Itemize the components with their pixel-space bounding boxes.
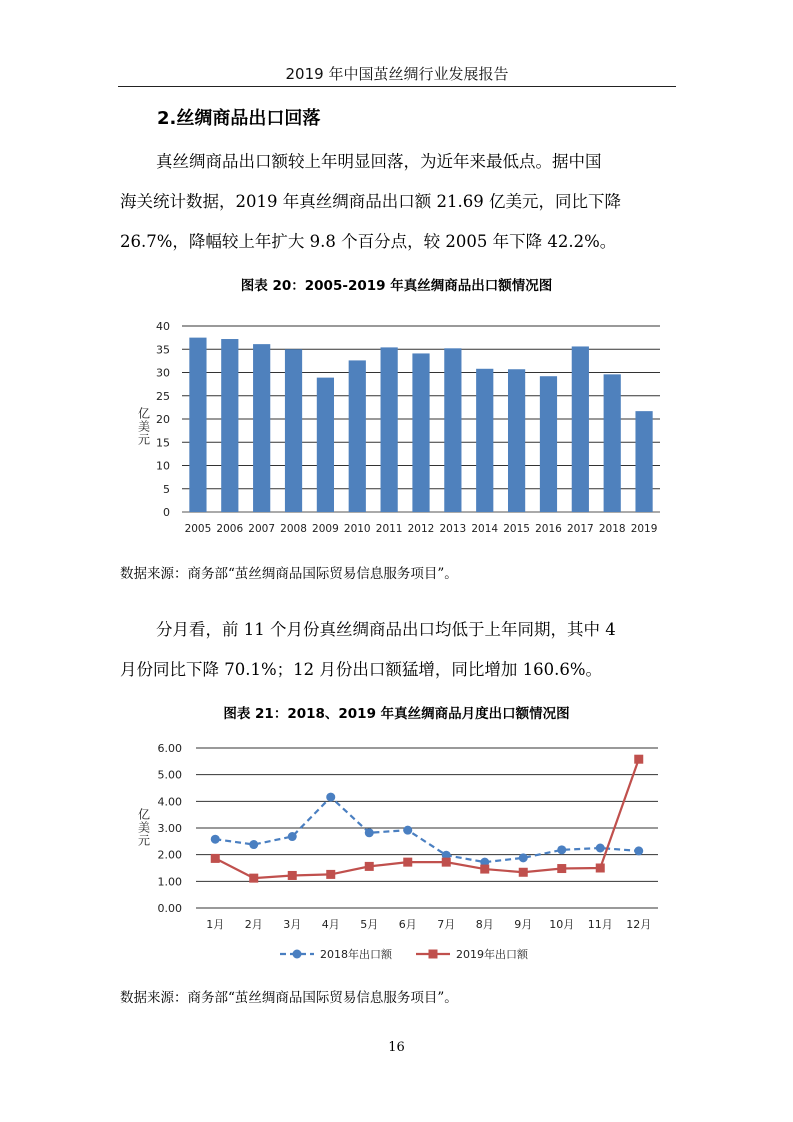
bar [221,339,238,512]
bar [476,369,493,512]
legend-label: 2018年出口额 [320,948,392,961]
bar [540,376,557,512]
y-axis-label: 元 [137,833,151,848]
data-point [403,858,412,867]
x-tick-label: 2005 [184,523,212,535]
y-tick-label: 25 [156,389,170,403]
bar [381,347,398,512]
x-tick-label: 2010 [343,523,371,535]
header-rule [118,86,676,87]
data-point [211,854,220,863]
x-tick-label: 2017 [566,523,594,535]
y-tick-label: 5 [163,482,170,496]
y-tick-label: 6.00 [157,742,182,755]
data-point [249,840,258,849]
x-tick-label: 2012 [407,523,435,535]
data-point [326,870,335,879]
data-point [519,868,528,877]
y-tick-label: 5.00 [157,768,182,782]
x-tick-label: 2009 [312,523,339,535]
data-point [596,864,605,873]
page-number: 16 [388,1040,405,1055]
bar [604,374,621,512]
x-tick-label: 2011 [375,523,403,535]
x-tick-label: 2019 [630,523,658,535]
bar [508,369,525,512]
x-tick-label: 2008 [280,523,307,535]
data-point [365,828,374,837]
paragraph-line: 月份同比下降 70.1%；12 月份出口额猛增，同比增加 160.6%。 [120,660,603,679]
data-point [519,853,528,862]
x-tick-label: 2016 [535,523,562,535]
y-tick-label: 20 [156,413,170,426]
x-tick-label: 5月 [360,918,379,931]
y-axis-label: 亿 [137,406,151,421]
bar [349,360,366,512]
y-tick-label: 4.00 [157,795,182,809]
data-point [288,832,297,841]
bar [572,346,589,512]
data-point [326,793,335,802]
data-point [288,871,297,880]
data-point [634,755,643,764]
data-point [480,865,489,874]
bar [253,344,270,512]
data-point [403,826,412,835]
x-tick-label: 2018 [598,523,626,535]
x-tick-label: 6月 [398,918,417,931]
bar [635,411,652,512]
x-tick-label: 2006 [216,523,244,535]
data-point [596,844,605,853]
series-line [215,759,639,878]
x-tick-label: 2015 [503,523,530,535]
x-tick-label: 9月 [514,918,533,931]
section-title: 2.丝绸商品出口回落 [157,108,321,129]
data-point [365,862,374,871]
y-tick-label: 2.00 [157,848,182,862]
figure-caption: 图表 20：2005-2019 年真丝绸商品出口额情况图 [240,278,553,294]
paragraph-line: 分月看，前 11 个月份真丝绸商品出口均低于上年同期，其中 4 [156,620,616,639]
paragraph-line: 真丝绸商品出口额较上年明显回落，为近年来最低点。据中国 [156,152,602,171]
data-point [557,845,566,854]
x-tick-label: 10月 [549,918,575,931]
bar [285,349,302,512]
y-tick-label: 0.00 [157,902,182,915]
x-tick-label: 1月 [206,918,225,931]
bar [317,378,334,512]
annual-export-bar-chart [130,312,670,544]
bar [444,348,461,512]
x-tick-label: 2007 [248,523,276,535]
x-tick-label: 3月 [283,918,302,931]
x-tick-label: 12月 [626,918,652,931]
data-point [442,858,451,867]
series-line [215,797,639,862]
y-tick-label: 1.00 [157,875,182,889]
y-axis-label: 元 [137,432,151,447]
x-tick-label: 4月 [321,918,340,931]
x-tick-label: 2月 [244,918,263,931]
data-point [634,846,643,855]
y-tick-label: 10 [156,459,170,473]
y-axis-label: 美 [137,419,151,434]
x-tick-label: 2013 [439,523,467,535]
x-tick-label: 11月 [587,918,613,931]
x-tick-label: 7月 [437,918,456,931]
y-axis-label: 美 [137,820,151,835]
legend-marker [429,950,438,959]
monthly-export-line-chart [130,738,670,970]
y-tick-label: 35 [156,343,170,357]
x-tick-label: 8月 [475,918,494,931]
y-tick-label: 30 [156,366,170,380]
bar [412,353,429,512]
data-source-note: 数据来源：商务部“茧丝绸商品国际贸易信息服务项目”。 [120,566,458,582]
data-point [557,864,566,873]
y-tick-label: 15 [156,436,170,450]
y-tick-label: 40 [156,320,170,333]
y-tick-label: 3.00 [157,822,182,835]
legend-label: 2019年出口额 [456,948,528,961]
y-axis-label: 亿 [137,807,151,822]
y-tick-label: 0 [163,506,170,519]
data-point [211,835,220,844]
figure-caption: 图表 21：2018、2019 年真丝绸商品月度出口额情况图 [223,706,570,722]
x-tick-label: 2014 [471,523,499,535]
legend-marker [293,950,302,959]
paragraph-line: 26.7%，降幅较上年扩大 9.8 个百分点，较 2005 年下降 42.2%。 [120,232,617,251]
bar [189,338,206,512]
running-header: 2019 年中国茧丝绸行业发展报告 [285,65,509,83]
paragraph-line: 海关统计数据，2019 年真丝绸商品出口额 21.69 亿美元，同比下降 [120,192,621,211]
data-point [249,874,258,883]
data-source-note: 数据来源：商务部“茧丝绸商品国际贸易信息服务项目”。 [120,990,458,1006]
